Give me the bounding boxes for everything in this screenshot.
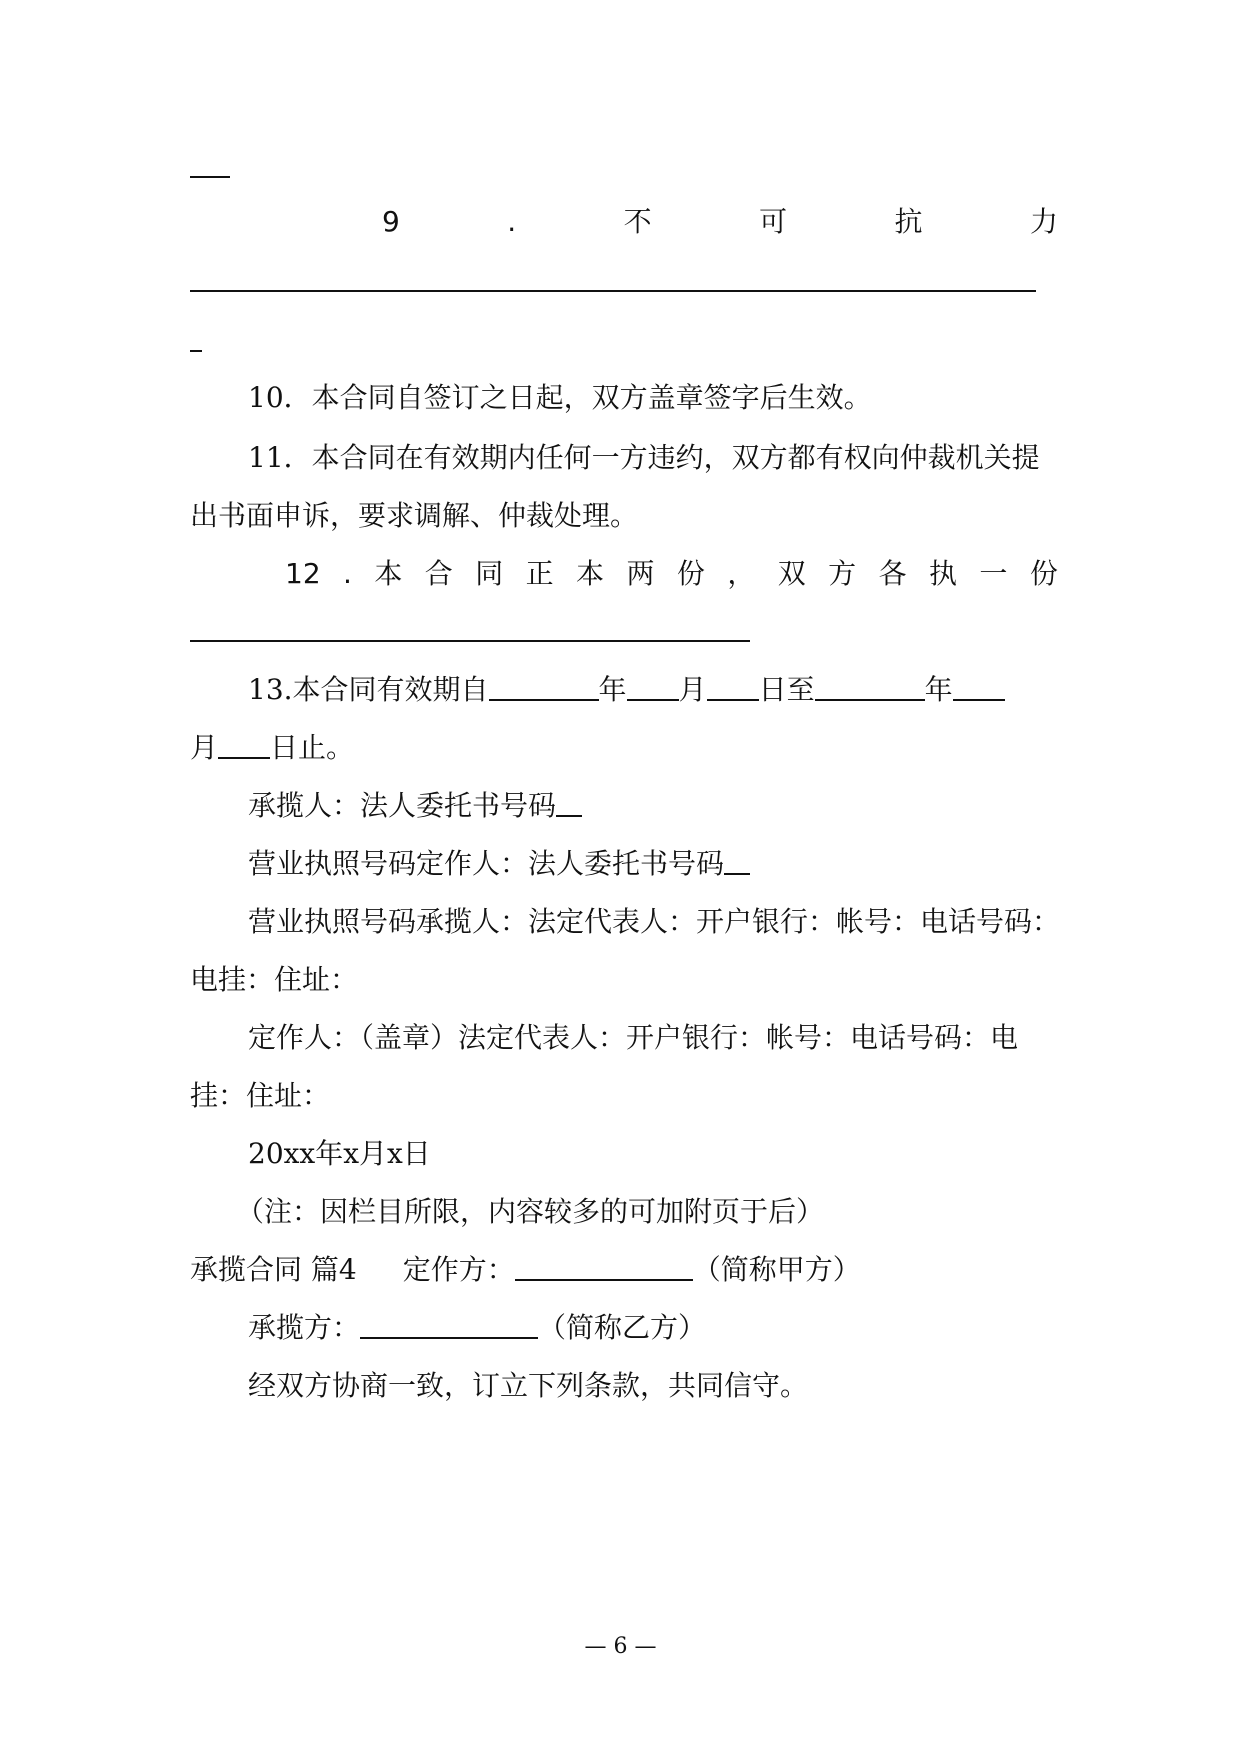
clause-9-char: 不 xyxy=(623,205,652,238)
orderer-proxy-line xyxy=(248,846,1058,882)
blank-line-fragment xyxy=(190,176,230,178)
contractor-info-line-1: 营业执照号码承揽人：法定代表人：开户银行：帐号：电话号码： xyxy=(248,905,1061,938)
clause-9-dot: . xyxy=(507,205,517,238)
party-b-label: 承揽方： xyxy=(248,1311,361,1344)
orderer-proxy-label: 营业执照号码定作人：法人委托书号码 xyxy=(248,847,725,880)
blank-proxy-1 xyxy=(556,815,582,817)
clause-13-prefix: 13.本合同有效期自 xyxy=(248,673,489,706)
blank-proxy-2 xyxy=(724,873,750,875)
blank-party-a xyxy=(515,1279,693,1281)
clause-12-char: 双 xyxy=(777,557,806,590)
clause-13-month-2: 月 xyxy=(190,731,219,764)
clause-12-char: 本 xyxy=(374,557,403,590)
clause-9-char: 力 xyxy=(1029,205,1058,238)
clause-12-char: 份 xyxy=(676,557,705,590)
clause-13-line-2 xyxy=(190,730,1058,766)
party-b-suffix: （简称乙方） xyxy=(538,1311,707,1344)
section-4-heading: 承揽合同 篇4 xyxy=(190,1253,357,1286)
clause-12-char: 两 xyxy=(626,557,655,590)
clause-13-year-1: 年 xyxy=(598,673,627,706)
page-number: — 6 — xyxy=(584,1634,657,1659)
clause-11-line-1: 11．本合同在有效期内任何一方违约，双方都有权向仲裁机关提 xyxy=(248,441,1040,474)
party-a-label: 定作方： xyxy=(402,1253,515,1286)
signing-date: 20xx年x月x日 xyxy=(248,1137,431,1170)
clause-13-day-to: 日至 xyxy=(758,673,815,706)
blank-year-1 xyxy=(489,699,599,701)
orderer-info-line-1: 定作人：（盖章）法定代表人：开户银行：帐号：电话号码：电 xyxy=(248,1021,1019,1054)
clause-12-char: 合 xyxy=(424,557,453,590)
section-4-heading-line xyxy=(190,1252,1058,1288)
clause-12-char: 本 xyxy=(576,557,605,590)
clause-12 xyxy=(285,556,1058,592)
contractor-proxy-line xyxy=(248,788,1058,824)
clause-9 xyxy=(382,204,1058,240)
clause-12-char: 执 xyxy=(929,557,958,590)
blank-month-1 xyxy=(627,699,679,701)
clause-12-char: 正 xyxy=(525,557,554,590)
clause-12-char: ， xyxy=(727,557,756,590)
clause-13-line-1 xyxy=(248,672,1058,708)
clause-13-month-1: 月 xyxy=(678,673,707,706)
blank-year-2 xyxy=(815,699,925,701)
clause-13-day-end: 日止。 xyxy=(270,731,355,764)
clause-10: 10．本合同自签订之日起，双方盖章签字后生效。 xyxy=(248,381,872,414)
clause-13-year-2: 年 xyxy=(924,673,953,706)
clause-12-char: 一 xyxy=(979,557,1008,590)
blank-day-1 xyxy=(707,699,759,701)
clause-9-number: 9 xyxy=(382,205,400,238)
party-a-suffix: （简称甲方） xyxy=(692,1253,861,1286)
clause-12-char: 方 xyxy=(828,557,857,590)
contractor-info-line-2: 电挂：住址： xyxy=(190,963,359,996)
orderer-info-line-2: 挂：住址： xyxy=(190,1079,331,1112)
section-4-intro: 经双方协商一致，订立下列条款，共同信守。 xyxy=(248,1369,809,1402)
blank-party-b xyxy=(360,1337,538,1339)
blank-month-2 xyxy=(953,699,1005,701)
clause-12-char: 同 xyxy=(475,557,504,590)
clause-12-dot: . xyxy=(343,557,352,590)
note: （注：因栏目所限，内容较多的可加附页于后） xyxy=(236,1195,825,1228)
clause-12-number: 12 xyxy=(285,557,321,590)
blank-line-long xyxy=(190,290,1036,292)
blank-day-2 xyxy=(218,757,270,759)
contractor-proxy-label: 承揽人：法人委托书号码 xyxy=(248,789,557,822)
blank-line-short xyxy=(190,350,202,352)
clause-12-char: 各 xyxy=(878,557,907,590)
clause-9-char: 抗 xyxy=(894,205,923,238)
blank-line-medium xyxy=(190,640,750,642)
clause-9-char: 可 xyxy=(759,205,788,238)
party-b-line xyxy=(248,1310,1058,1346)
clause-12-char: 份 xyxy=(1029,557,1058,590)
clause-11-line-2: 出书面申诉，要求调解、仲裁处理。 xyxy=(190,499,639,532)
